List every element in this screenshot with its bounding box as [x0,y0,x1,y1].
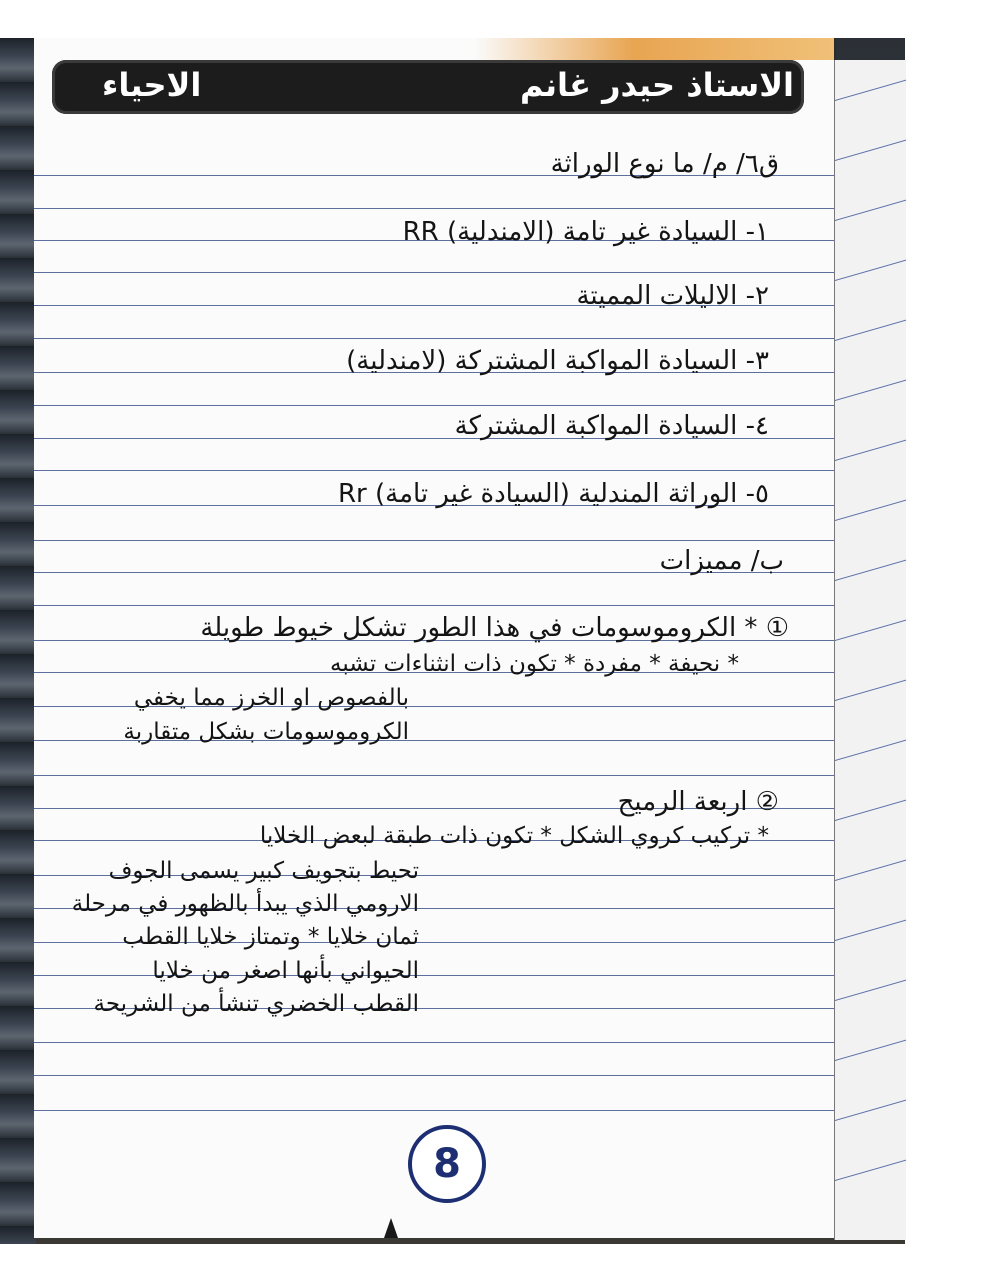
ruled-line [34,405,834,406]
page-number-badge [408,1125,486,1203]
ruled-line [34,1110,834,1111]
page-top-strip [34,38,834,60]
note-line: ثمان خلايا * وتمتاز خلايا القطب [122,924,419,950]
ruled-line [34,605,834,606]
subject-name: الاحياء [102,66,202,104]
note-line: ② اربعة الرميح [617,787,779,817]
note-line: الكروموسومات بشكل متقاربة [123,719,409,745]
note-line: الارومي الذي يبدأ بالظهور في مرحلة [71,891,419,917]
notebook-spine-edge [0,38,36,1244]
ruled-line [34,540,834,541]
note-line: ٥- الوراثة المندلية (السيادة غير تامة) Rr [337,479,769,509]
note-line: تحيط بتجويف كبير يسمى الجوف [108,858,419,884]
ruled-line [34,1075,834,1076]
note-line: ١- السيادة غير تامة (الامندلية) RR [402,217,769,247]
page-number: 8 [433,1141,461,1187]
note-line: ٣- السيادة المواكبة المشتركة (لامندلية) [346,346,769,376]
note-line: القطب الخضري تنشأ من الشريحة [93,991,419,1017]
note-line: ق٦/ م/ ما نوع الوراثة [550,149,779,179]
ruled-line [34,1042,834,1043]
note-line: الحيواني بأنها اصغر من خلايا [152,958,419,984]
note-line: * نحيفة * مفردة * تكون ذات انثناءات تشبه [330,651,739,677]
ruled-line [34,338,834,339]
facing-page [834,60,906,1240]
teacher-name: الاستاذ حيدر غانم [519,66,794,104]
ruled-line [34,470,834,471]
ruled-line [34,775,834,776]
note-line: بالفصوص او الخرز مما يخفي [133,685,409,711]
note-line: ٤- السيادة المواكبة المشتركة [454,411,769,441]
note-line: ب/ مميزات [659,546,784,576]
note-line: ① * الكروموسومات في هذا الطور تشكل خيوط طويلة [200,613,789,643]
ruled-line [34,208,834,209]
page-header [52,60,804,114]
note-line: * تركيب كروي الشكل * تكون ذات طبقة لبعض الخلايا [259,823,769,849]
note-line: ٢- الاليلات المميتة [576,281,769,311]
ruled-line [34,272,834,273]
